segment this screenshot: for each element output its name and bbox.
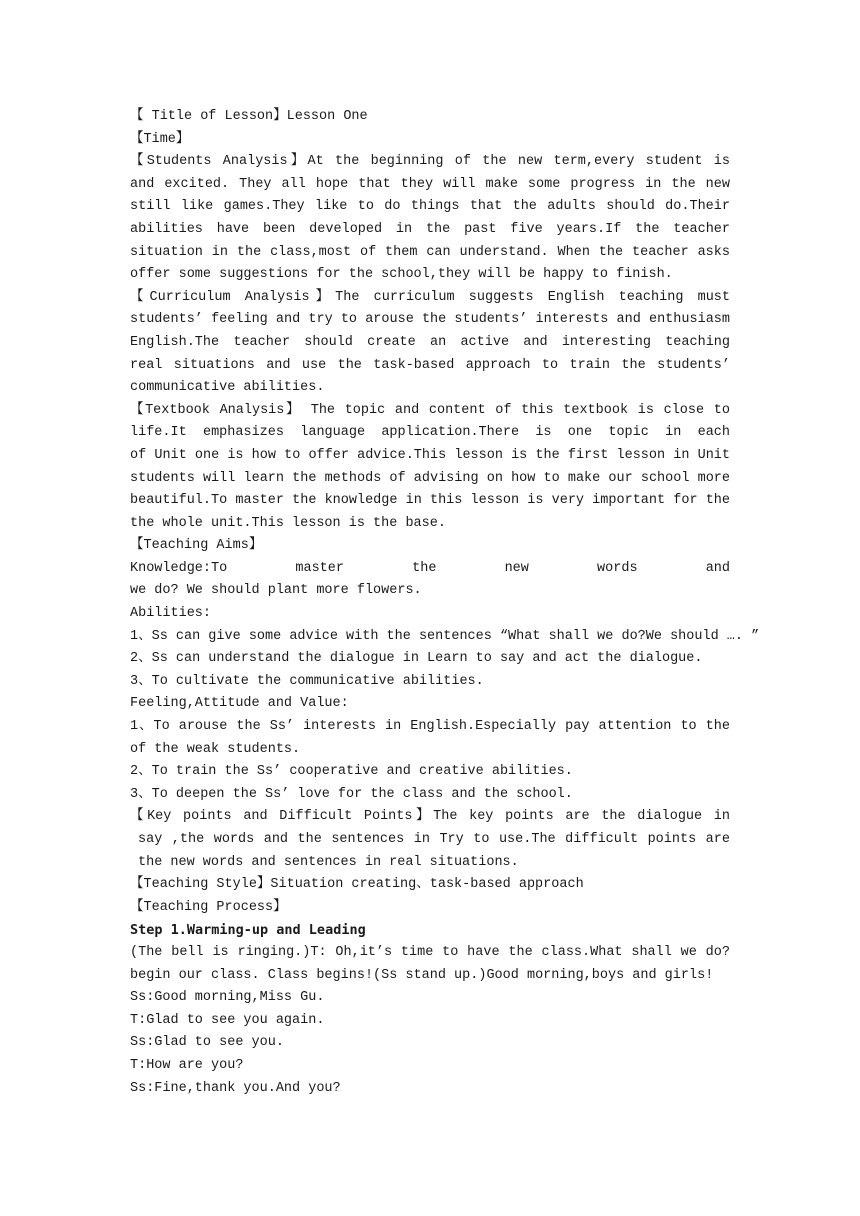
dialogue-line: begin our class. Class begins!(Ss stand up.)Good morning,boys and girls! — [130, 967, 714, 983]
knowledge-line: Knowledge:To master the new words and — [130, 560, 730, 576]
paragraph-line: offer some suggestions for the school,they will be happy to finish. — [130, 267, 673, 283]
list-item: 2、To train the Ss’ cooperative and creative abilities. — [130, 764, 573, 780]
paragraph-line: English.The teacher should create an active and interesting teaching — [130, 334, 730, 350]
paragraph-line: students’ feeling and try to arouse the students’ interests and enthusiasm — [130, 312, 730, 328]
paragraph-line: we do? We should plant more flowers. — [130, 583, 422, 599]
paragraph-line: real situations and use the task-based approach to train the students’ — [130, 357, 730, 373]
paragraph-line: abilities have been developed in the past five years.If the teacher — [130, 221, 730, 237]
lesson-plan-document — [130, 106, 760, 1100]
textbook-analysis-heading-line: 【Textbook Analysis】 The topic and content of this textbook is close to — [130, 402, 730, 418]
paragraph-line: the new words and sentences in real situations. — [138, 854, 519, 870]
list-item: 3、To cultivate the communicative abilities. — [130, 673, 484, 689]
paragraph-line: life.It emphasizes language application.There is one topic in each — [130, 425, 730, 441]
dialogue-line: T:Glad to see you again. — [130, 1012, 325, 1028]
paragraph-line: of Unit one is how to offer advice.This lesson is the first lesson in Unit — [130, 447, 730, 463]
teaching-process-heading: 【Teaching Process】 — [130, 899, 287, 915]
paragraph-line: of the weak students. — [130, 741, 301, 757]
paragraph-line: still like games.They like to do things that the adults should do.Their — [130, 199, 730, 215]
time-line: 【Time】 — [130, 131, 190, 147]
dialogue-line: Ss:Good morning,Miss Gu. — [130, 990, 325, 1006]
dialogue-line: T:How are you? — [130, 1057, 244, 1073]
teaching-style-line: 【Teaching Style】Situation creating、task-based approach — [130, 877, 584, 893]
paragraph-line: beautiful.To master the knowledge in this lesson is very important for the — [130, 493, 730, 509]
list-item: 3、To deepen the Ss’ love for the class and the school. — [130, 786, 573, 802]
paragraph-line: communicative abilities. — [130, 380, 325, 396]
key-points-heading-line: 【Key points and Difficult Points】The key points are the dialogue in — [130, 809, 730, 825]
paragraph-line: and excited. They all hope that they will make some progress in the new — [130, 176, 730, 192]
paragraph-line: say ,the words and the sentences in Try to use.The difficult points are — [138, 832, 730, 847]
dialogue-line: Ss:Fine,thank you.And you? — [130, 1080, 341, 1096]
paragraph-line: situation in the class,most of them can understand. When the teacher asks — [130, 244, 730, 260]
dialogue-line: Ss:Glad to see you. — [130, 1035, 284, 1051]
students-analysis-heading-line: 【Students Analysis】At the beginning of the new term,every student is — [130, 154, 730, 170]
paragraph-line: the whole unit.This lesson is the base. — [130, 515, 446, 531]
paragraph-line: students will learn the methods of advising on how to make our school more — [130, 470, 730, 486]
title-of-lesson-line: 【 Title of Lesson】Lesson One — [130, 109, 368, 124]
feeling-attitude-value-heading: Feeling,Attitude and Value: — [130, 696, 349, 712]
step-1-heading: Step 1.Warming-up and Leading — [130, 922, 366, 939]
list-item: 2、Ss can understand the dialogue in Learn to say and act the dialogue. — [130, 651, 703, 667]
dialogue-line: (The bell is ringing.)T: Oh,it’s time to have the class.What shall we do? — [130, 944, 730, 960]
curriculum-analysis-heading-line: 【Curriculum Analysis】The curriculum suggests English teaching must — [130, 289, 730, 305]
abilities-heading: Abilities: — [130, 606, 212, 622]
teaching-aims-heading: 【Teaching Aims】 — [130, 538, 263, 554]
list-item: 1、Ss can give some advice with the sentences “What shall we do?We should …. ” — [130, 628, 760, 644]
list-item: 1、To arouse the Ss’ interests in English.Especially pay attention to the — [130, 719, 730, 735]
